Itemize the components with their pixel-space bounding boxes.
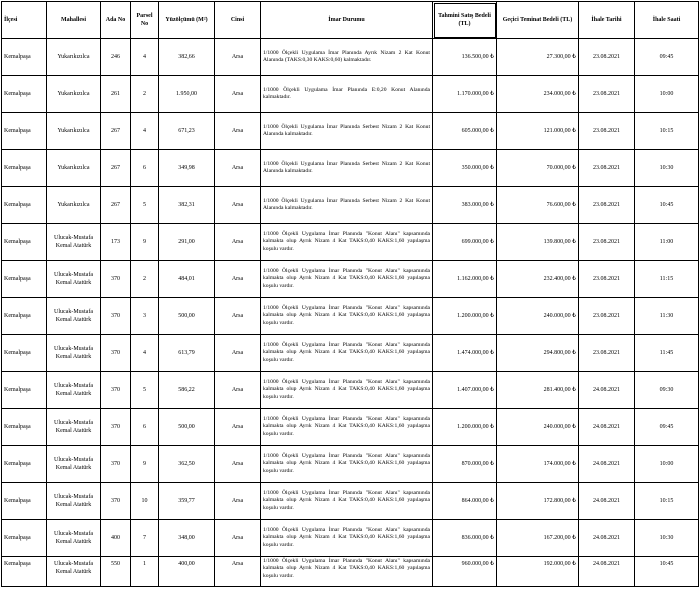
cell-parsel-no: 3 xyxy=(131,298,159,335)
cell-tahmini-satis-bedeli: 836.000,00 ₺ xyxy=(433,520,497,557)
cell-gecici-teminat-bedeli: 27.300,00 ₺ xyxy=(497,39,579,76)
cell-ihale-tarihi: 23.08.2021 xyxy=(579,261,635,298)
cell-imar-durumu: 1/1000 Ölçekli Uygulama İmar Planında E:0,20 Konut Alanında kalmaktadır. xyxy=(261,76,433,113)
cell-ada-no: 370 xyxy=(101,335,131,372)
cell-yuzolcumu: 382,31 xyxy=(159,187,215,224)
cell-cinsi: Arsa xyxy=(215,224,261,261)
cell-tahmini-satis-bedeli: 1.407.000,00 ₺ xyxy=(433,372,497,409)
cell-imar-durumu: 1/1000 Ölçekli Uygulama İmar Planında Ayrık Nizam 2 Kat Konut Alanında (TAKS:0,30 KAKS:0,60) kalmaktadır. xyxy=(261,39,433,76)
cell-ihale-tarihi: 24.08.2021 xyxy=(579,557,635,587)
cell-cinsi: Arsa xyxy=(215,187,261,224)
cell-tahmini-satis-bedeli: 1.474.000,00 ₺ xyxy=(433,335,497,372)
cell-mahalle: Ulucak-Mustafa Kemal Atatürk xyxy=(47,483,101,520)
cell-parsel-no: 4 xyxy=(131,39,159,76)
cell-ihale-tarihi: 23.08.2021 xyxy=(579,335,635,372)
cell-ihale-tarihi: 24.08.2021 xyxy=(579,483,635,520)
cell-imar-durumu: 1/1000 Ölçekli Uygulama İmar Planında "Konut Alanı" kapsamında kalmakta olup Ayrık Nizam 4 Kat TAKS:0,40 KAKS:1,60 yapılaşma koşulu vardır. xyxy=(261,557,433,587)
cell-yuzolcumu: 400,00 xyxy=(159,557,215,587)
cell-ilce: Kemalpaşa xyxy=(2,557,47,587)
cell-imar-durumu: 1/1000 Ölçekli Uygulama İmar Planında "Konut Alanı" kapsamında kalmakta olup Ayrık Nizam 4 Kat TAKS:0,40 KAKS:1,60 yapılaşma koşulu vardır. xyxy=(261,372,433,409)
cell-ihale-saati: 09:30 xyxy=(635,372,699,409)
cell-yuzolcumu: 1.950,00 xyxy=(159,76,215,113)
cell-mahalle: Yukarıkızılca xyxy=(47,187,101,224)
cell-yuzolcumu: 671,23 xyxy=(159,113,215,150)
table-row xyxy=(2,150,699,187)
cell-ilce: Kemalpaşa xyxy=(2,372,47,409)
table-row xyxy=(2,446,699,483)
cell-tahmini-satis-bedeli: 1.200.000,00 ₺ xyxy=(433,298,497,335)
table-row xyxy=(2,76,699,113)
cell-imar-durumu: 1/1000 Ölçekli Uygulama İmar Planında "Konut Alanı" kapsamında kalmakta olup Ayrık Nizam 4 Kat TAKS:0,40 KAKS:1,60 yapılaşma koşulu vardır. xyxy=(261,409,433,446)
cell-gecici-teminat-bedeli: 121.000,00 ₺ xyxy=(497,113,579,150)
cell-tahmini-satis-bedeli: 350.000,00 ₺ xyxy=(433,150,497,187)
cell-yuzolcumu: 349,98 xyxy=(159,150,215,187)
cell-ada-no: 267 xyxy=(101,113,131,150)
cell-mahalle: Yukarıkızılca xyxy=(47,76,101,113)
table-row xyxy=(2,557,699,587)
cell-yuzolcumu: 613,79 xyxy=(159,335,215,372)
cell-yuzolcumu: 586,22 xyxy=(159,372,215,409)
header-ada-no: Ada No xyxy=(101,2,131,39)
cell-ilce: Kemalpaşa xyxy=(2,520,47,557)
cell-yuzolcumu: 500,00 xyxy=(159,409,215,446)
cell-gecici-teminat-bedeli: 192.000,00 ₺ xyxy=(497,557,579,587)
cell-cinsi: Arsa xyxy=(215,76,261,113)
header-ihale-saati: İhale Saati xyxy=(635,2,699,39)
cell-ihale-saati: 10:30 xyxy=(635,520,699,557)
cell-ihale-saati: 09:45 xyxy=(635,39,699,76)
cell-imar-durumu: 1/1000 Ölçekli Uygulama İmar Planında Serbest Nizam 2 Kat Konut Alanında kalmaktadır. xyxy=(261,113,433,150)
cell-mahalle: Yukarıkızılca xyxy=(47,39,101,76)
table-row xyxy=(2,520,699,557)
cell-tahmini-satis-bedeli: 1.200.000,00 ₺ xyxy=(433,409,497,446)
cell-tahmini-satis-bedeli: 605.000,00 ₺ xyxy=(433,113,497,150)
table-header xyxy=(2,2,699,39)
cell-ilce: Kemalpaşa xyxy=(2,76,47,113)
cell-ada-no: 267 xyxy=(101,187,131,224)
cell-parsel-no: 9 xyxy=(131,446,159,483)
cell-mahalle: Ulucak-Mustafa Kemal Atatürk xyxy=(47,298,101,335)
cell-parsel-no: 5 xyxy=(131,372,159,409)
cell-cinsi: Arsa xyxy=(215,372,261,409)
cell-gecici-teminat-bedeli: 234.000,00 ₺ xyxy=(497,76,579,113)
cell-mahalle: Yukarıkızılca xyxy=(47,113,101,150)
cell-parsel-no: 9 xyxy=(131,224,159,261)
cell-gecici-teminat-bedeli: 240.000,00 ₺ xyxy=(497,298,579,335)
cell-ada-no: 370 xyxy=(101,298,131,335)
cell-ihale-saati: 10:45 xyxy=(635,187,699,224)
cell-imar-durumu: 1/1000 Ölçekli Uygulama İmar Planında "Konut Alanı" kapsamında kalmakta olup Ayrık Nizam 4 Kat TAKS:0,40 KAKS:1,60 yapılaşma koşulu vardır. xyxy=(261,520,433,557)
cell-cinsi: Arsa xyxy=(215,520,261,557)
cell-mahalle: Ulucak-Mustafa Kemal Atatürk xyxy=(47,409,101,446)
cell-mahalle: Yukarıkızılca xyxy=(47,150,101,187)
cell-ihale-saati: 10:15 xyxy=(635,483,699,520)
cell-ilce: Kemalpaşa xyxy=(2,39,47,76)
cell-imar-durumu: 1/1000 Ölçekli Uygulama İmar Planında "Konut Alanı" kapsamında kalmakta olup Ayrık Nizam 4 Kat TAKS:0,40 KAKS:1,60 yapılaşma koşulu vardır. xyxy=(261,446,433,483)
cell-tahmini-satis-bedeli: 870.000,00 ₺ xyxy=(433,446,497,483)
cell-ihale-saati: 11:15 xyxy=(635,261,699,298)
cell-ihale-saati: 10:00 xyxy=(635,446,699,483)
cell-ihale-saati: 11:45 xyxy=(635,335,699,372)
cell-ihale-tarihi: 23.08.2021 xyxy=(579,76,635,113)
cell-yuzolcumu: 291,00 xyxy=(159,224,215,261)
cell-ada-no: 370 xyxy=(101,446,131,483)
cell-parsel-no: 7 xyxy=(131,520,159,557)
header-parsel-no: Parsel No xyxy=(131,2,159,39)
cell-ihale-tarihi: 24.08.2021 xyxy=(579,520,635,557)
cell-ilce: Kemalpaşa xyxy=(2,187,47,224)
cell-ilce: Kemalpaşa xyxy=(2,113,47,150)
cell-imar-durumu: 1/1000 Ölçekli Uygulama İmar Planında "Konut Alanı" kapsamında kalmakta olup Ayrık Nizam 4 Kat TAKS:0,40 KAKS:1,60 yapılaşma koşulu vardır. xyxy=(261,224,433,261)
header-ihale-tarihi: İhale Tarihi xyxy=(579,2,635,39)
cell-ihale-tarihi: 23.08.2021 xyxy=(579,113,635,150)
cell-ihale-saati: 10:30 xyxy=(635,150,699,187)
cell-mahalle: Ulucak-Mustafa Kemal Atatürk xyxy=(47,446,101,483)
cell-gecici-teminat-bedeli: 167.200,00 ₺ xyxy=(497,520,579,557)
cell-ilce: Kemalpaşa xyxy=(2,446,47,483)
cell-gecici-teminat-bedeli: 232.400,00 ₺ xyxy=(497,261,579,298)
cell-ihale-tarihi: 23.08.2021 xyxy=(579,39,635,76)
header-mahalle: Mahallesi xyxy=(47,2,101,39)
cell-gecici-teminat-bedeli: 70.000,00 ₺ xyxy=(497,150,579,187)
cell-yuzolcumu: 362,50 xyxy=(159,446,215,483)
table-row xyxy=(2,113,699,150)
cell-cinsi: Arsa xyxy=(215,113,261,150)
cell-tahmini-satis-bedeli: 1.162.000,00 ₺ xyxy=(433,261,497,298)
cell-ada-no: 267 xyxy=(101,150,131,187)
cell-ihale-saati: 10:45 xyxy=(635,557,699,587)
cell-yuzolcumu: 359,77 xyxy=(159,483,215,520)
cell-yuzolcumu: 484,01 xyxy=(159,261,215,298)
cell-ilce: Kemalpaşa xyxy=(2,224,47,261)
cell-imar-durumu: 1/1000 Ölçekli Uygulama İmar Planında "Konut Alanı" kapsamında kalmakta olup Ayrık Nizam 4 Kat TAKS:0,40 KAKS:1,60 yapılaşma koşulu vardır. xyxy=(261,298,433,335)
cell-ilce: Kemalpaşa xyxy=(2,483,47,520)
cell-cinsi: Arsa xyxy=(215,298,261,335)
cell-ihale-saati: 11:30 xyxy=(635,298,699,335)
cell-parsel-no: 2 xyxy=(131,261,159,298)
cell-cinsi: Arsa xyxy=(215,557,261,587)
header-gecici-teminat-bedeli: Geçici Teminat Bedeli (TL) xyxy=(497,2,579,39)
table-row xyxy=(2,335,699,372)
cell-tahmini-satis-bedeli: 960.000,00 ₺ xyxy=(433,557,497,587)
table-row xyxy=(2,298,699,335)
cell-parsel-no: 1 xyxy=(131,557,159,587)
cell-gecici-teminat-bedeli: 172.800,00 ₺ xyxy=(497,483,579,520)
cell-ihale-tarihi: 24.08.2021 xyxy=(579,372,635,409)
cell-yuzolcumu: 500,00 xyxy=(159,298,215,335)
cell-ihale-tarihi: 24.08.2021 xyxy=(579,446,635,483)
table-row xyxy=(2,372,699,409)
cell-tahmini-satis-bedeli: 699.000,00 ₺ xyxy=(433,224,497,261)
cell-parsel-no: 4 xyxy=(131,335,159,372)
cell-cinsi: Arsa xyxy=(215,39,261,76)
cell-tahmini-satis-bedeli: 383.000,00 ₺ xyxy=(433,187,497,224)
cell-parsel-no: 2 xyxy=(131,76,159,113)
cell-ihale-tarihi: 23.08.2021 xyxy=(579,224,635,261)
cell-ilce: Kemalpaşa xyxy=(2,261,47,298)
cell-imar-durumu: 1/1000 Ölçekli Uygulama İmar Planında "Konut Alanı" kapsamında kalmakta olup Ayrık Nizam 4 Kat TAKS:0,40 KAKS:1,60 yapılaşma koşulu vardır. xyxy=(261,261,433,298)
header-ilce: İlçesi xyxy=(2,2,47,39)
header-tahmini-satis-bedeli[interactable]: Tahmini Satış Bedeli (TL) xyxy=(433,2,497,39)
cell-tahmini-satis-bedeli: 136.500,00 ₺ xyxy=(433,39,497,76)
cell-ihale-tarihi: 24.08.2021 xyxy=(579,409,635,446)
table-row xyxy=(2,261,699,298)
cell-imar-durumu: 1/1000 Ölçekli Uygulama İmar Planında "Konut Alanı" kapsamında kalmakta olup Ayrık Nizam 4 Kat TAKS:0,40 KAKS:1,60 yapılaşma koşulu vardır. xyxy=(261,483,433,520)
cell-ihale-tarihi: 23.08.2021 xyxy=(579,187,635,224)
cell-parsel-no: 10 xyxy=(131,483,159,520)
auction-table xyxy=(1,1,699,587)
cell-ihale-saati: 11:00 xyxy=(635,224,699,261)
cell-mahalle: Ulucak-Mustafa Kemal Atatürk xyxy=(47,335,101,372)
cell-mahalle: Ulucak-Mustafa Kemal Atatürk xyxy=(47,557,101,587)
header-row xyxy=(2,2,699,39)
cell-ada-no: 550 xyxy=(101,557,131,587)
cell-yuzolcumu: 382,66 xyxy=(159,39,215,76)
cell-gecici-teminat-bedeli: 174.000,00 ₺ xyxy=(497,446,579,483)
cell-gecici-teminat-bedeli: 240.000,00 ₺ xyxy=(497,409,579,446)
cell-gecici-teminat-bedeli: 139.800,00 ₺ xyxy=(497,224,579,261)
cell-yuzolcumu: 348,00 xyxy=(159,520,215,557)
cell-ihale-saati: 10:15 xyxy=(635,113,699,150)
cell-tahmini-satis-bedeli: 1.170.000,00 ₺ xyxy=(433,76,497,113)
cell-ada-no: 246 xyxy=(101,39,131,76)
cell-ada-no: 370 xyxy=(101,261,131,298)
cell-mahalle: Ulucak-Mustafa Kemal Atatürk xyxy=(47,520,101,557)
cell-cinsi: Arsa xyxy=(215,335,261,372)
cell-imar-durumu: 1/1000 Ölçekli Uygulama İmar Planında Serbest Nizam 2 Kat Konut Alanında kalmaktadır. xyxy=(261,187,433,224)
table-row xyxy=(2,409,699,446)
cell-cinsi: Arsa xyxy=(215,483,261,520)
cell-mahalle: Ulucak-Mustafa Kemal Atatürk xyxy=(47,372,101,409)
cell-gecici-teminat-bedeli: 294.800,00 ₺ xyxy=(497,335,579,372)
cell-ihale-saati: 09:45 xyxy=(635,409,699,446)
cell-ilce: Kemalpaşa xyxy=(2,409,47,446)
header-yuzolcumu: Yüzölçümü (M²) xyxy=(159,2,215,39)
cell-mahalle: Ulucak-Mustafa Kemal Atatürk xyxy=(47,224,101,261)
cell-gecici-teminat-bedeli: 281.400,00 ₺ xyxy=(497,372,579,409)
cell-ilce: Kemalpaşa xyxy=(2,298,47,335)
cell-ada-no: 370 xyxy=(101,372,131,409)
cell-cinsi: Arsa xyxy=(215,150,261,187)
header-cinsi: Cinsi xyxy=(215,2,261,39)
cell-ihale-tarihi: 23.08.2021 xyxy=(579,298,635,335)
cell-ilce: Kemalpaşa xyxy=(2,150,47,187)
cell-cinsi: Arsa xyxy=(215,409,261,446)
cell-ada-no: 173 xyxy=(101,224,131,261)
cell-cinsi: Arsa xyxy=(215,261,261,298)
table-row xyxy=(2,224,699,261)
cell-ada-no: 261 xyxy=(101,76,131,113)
table-row xyxy=(2,39,699,76)
cell-ihale-saati: 10:00 xyxy=(635,76,699,113)
cell-tahmini-satis-bedeli: 864.000,00 ₺ xyxy=(433,483,497,520)
cell-parsel-no: 6 xyxy=(131,150,159,187)
cell-parsel-no: 4 xyxy=(131,113,159,150)
table-body xyxy=(2,39,699,587)
table-row xyxy=(2,187,699,224)
cell-ada-no: 370 xyxy=(101,409,131,446)
cell-parsel-no: 6 xyxy=(131,409,159,446)
cell-cinsi: Arsa xyxy=(215,446,261,483)
cell-imar-durumu: 1/1000 Ölçekli Uygulama İmar Planında "Konut Alanı" kapsamında kalmakta olup Ayrık Nizam 4 Kat TAKS:0,40 KAKS:1,60 yapılaşma koşulu vardır. xyxy=(261,335,433,372)
cell-imar-durumu: 1/1000 Ölçekli Uygulama İmar Planında Serbest Nizam 2 Kat Konut Alanında kalmaktadır. xyxy=(261,150,433,187)
table-row xyxy=(2,483,699,520)
header-imar-durumu: İmar Durumu xyxy=(261,2,433,39)
cell-ada-no: 370 xyxy=(101,483,131,520)
cell-ilce: Kemalpaşa xyxy=(2,335,47,372)
cell-ihale-tarihi: 23.08.2021 xyxy=(579,150,635,187)
cell-gecici-teminat-bedeli: 76.600,00 ₺ xyxy=(497,187,579,224)
cell-ada-no: 400 xyxy=(101,520,131,557)
cell-parsel-no: 5 xyxy=(131,187,159,224)
cell-mahalle: Ulucak-Mustafa Kemal Atatürk xyxy=(47,261,101,298)
